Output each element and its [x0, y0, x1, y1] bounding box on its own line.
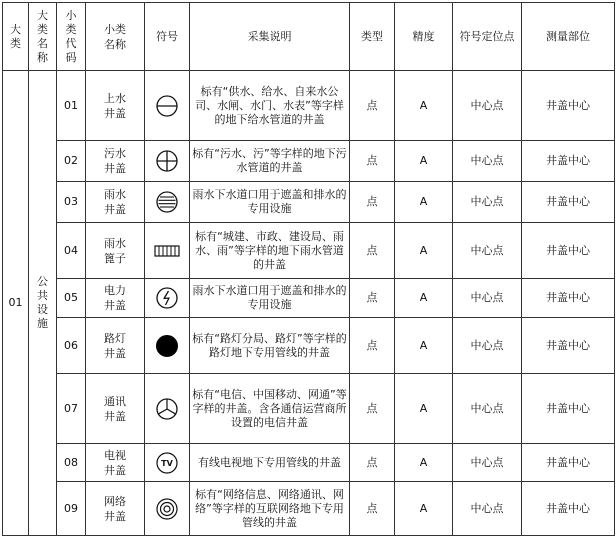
row-name: 雨水井盖 — [86, 182, 145, 223]
symbol-cell — [145, 374, 190, 444]
row-measure: 井盖中心 — [522, 318, 615, 374]
row-desc: 标有“污水、污”等字样的地下污水管道的井盖 — [190, 141, 350, 182]
sewage-manhole-icon — [155, 149, 179, 173]
row-type: 点 — [350, 182, 395, 223]
table-row — [3, 223, 615, 279]
row-name: 路灯井盖 — [86, 318, 145, 374]
row-desc: 标有“电信、中国移动、网通”等字样的井盖。含各通信运营商所设置的电信井盖 — [190, 374, 350, 444]
water-supply-manhole-icon — [155, 94, 179, 118]
table-row — [3, 374, 615, 444]
row-measure: 井盖中心 — [522, 182, 615, 223]
header-desc: 采集说明 — [190, 3, 350, 71]
row-code: 04 — [57, 223, 86, 279]
row-type: 点 — [350, 444, 395, 482]
rain-grate-icon — [154, 244, 180, 258]
row-desc: 雨水下水道口用于遮盖和排水的专用设施 — [190, 279, 350, 318]
row-measure: 井盖中心 — [522, 279, 615, 318]
symbol-cell — [145, 141, 190, 182]
row-anchor: 中心点 — [453, 223, 522, 279]
row-type: 点 — [350, 71, 395, 141]
row-code: 06 — [57, 318, 86, 374]
header-type: 类型 — [350, 3, 395, 71]
symbol-cell — [145, 318, 190, 374]
row-name: 上水井盖 — [86, 71, 145, 141]
row-type: 点 — [350, 279, 395, 318]
facility-table — [2, 2, 615, 536]
row-anchor: 中心点 — [453, 71, 522, 141]
row-name: 通讯井盖 — [86, 374, 145, 444]
symbol-cell — [145, 279, 190, 318]
row-desc: 标有“路灯分局、路灯”等字样的路灯地下专用管线的井盖 — [190, 318, 350, 374]
header-anchor: 符号定位点 — [453, 3, 522, 71]
header-row — [3, 3, 615, 71]
streetlight-manhole-icon — [155, 334, 179, 358]
network-manhole-icon — [155, 497, 179, 521]
group-name: 公共设施 — [29, 71, 57, 536]
row-name: 电力井盖 — [86, 279, 145, 318]
row-type: 点 — [350, 223, 395, 279]
table-row — [3, 318, 615, 374]
tv-manhole-icon — [155, 451, 179, 475]
row-code: 01 — [57, 71, 86, 141]
header-symbol: 符号 — [145, 3, 190, 71]
header-dalei: 大类 — [3, 3, 29, 71]
row-precision: A — [395, 182, 453, 223]
row-anchor: 中心点 — [453, 141, 522, 182]
row-name: 电视井盖 — [86, 444, 145, 482]
row-type: 点 — [350, 482, 395, 536]
row-code: 08 — [57, 444, 86, 482]
telecom-manhole-icon — [155, 397, 179, 421]
row-code: 07 — [57, 374, 86, 444]
row-precision: A — [395, 71, 453, 141]
table-row — [3, 279, 615, 318]
row-precision: A — [395, 444, 453, 482]
table-row — [3, 71, 615, 141]
table-row — [3, 444, 615, 482]
row-code: 02 — [57, 141, 86, 182]
row-measure: 井盖中心 — [522, 374, 615, 444]
row-measure: 井盖中心 — [522, 71, 615, 141]
row-code: 09 — [57, 482, 86, 536]
row-precision: A — [395, 482, 453, 536]
table-row — [3, 482, 615, 536]
row-precision: A — [395, 374, 453, 444]
group-code: 01 — [3, 71, 29, 536]
row-measure: 井盖中心 — [522, 482, 615, 536]
row-desc: 雨水下水道口用于遮盖和排水的专用设施 — [190, 182, 350, 223]
row-anchor: 中心点 — [453, 279, 522, 318]
table-row — [3, 141, 615, 182]
table-row — [3, 182, 615, 223]
tv-icon-label: TV — [161, 458, 173, 468]
row-anchor: 中心点 — [453, 182, 522, 223]
row-measure: 井盖中心 — [522, 444, 615, 482]
row-desc: 标有“供水、给水、自来水公司、水闸、水门、水表”等字样的地下给水管道的井盖 — [190, 71, 350, 141]
header-precision: 精度 — [395, 3, 453, 71]
row-desc: 标有“网络信息、网络通讯、网络”等字样的互联网络地下专用管线的井盖 — [190, 482, 350, 536]
row-code: 05 — [57, 279, 86, 318]
row-type: 点 — [350, 141, 395, 182]
row-type: 点 — [350, 374, 395, 444]
row-type: 点 — [350, 318, 395, 374]
header-measure: 测量部位 — [522, 3, 615, 71]
row-precision: A — [395, 141, 453, 182]
row-anchor: 中心点 — [453, 482, 522, 536]
row-precision: A — [395, 223, 453, 279]
row-anchor: 中心点 — [453, 374, 522, 444]
header-xiaolei-name: 小类名称 — [86, 3, 145, 71]
row-name: 雨水篦子 — [86, 223, 145, 279]
symbol-cell — [145, 223, 190, 279]
symbol-cell — [145, 182, 190, 223]
row-anchor: 中心点 — [453, 444, 522, 482]
row-name: 污水井盖 — [86, 141, 145, 182]
symbol-cell — [145, 482, 190, 536]
row-code: 03 — [57, 182, 86, 223]
header-dalei-name: 大类名称 — [29, 3, 57, 71]
row-measure: 井盖中心 — [522, 223, 615, 279]
power-manhole-icon — [155, 286, 179, 310]
row-desc: 标有“城建、市政、建设局、雨水、雨”等字样的地下雨水管道的井盖 — [190, 223, 350, 279]
header-xiaolei-code: 小类代码 — [57, 3, 86, 71]
rainwater-manhole-icon — [155, 190, 179, 214]
row-desc: 有线电视地下专用管线的井盖 — [190, 444, 350, 482]
symbol-cell — [145, 444, 190, 482]
row-name: 网络井盖 — [86, 482, 145, 536]
symbol-cell — [145, 71, 190, 141]
row-measure: 井盖中心 — [522, 141, 615, 182]
row-precision: A — [395, 318, 453, 374]
row-precision: A — [395, 279, 453, 318]
row-anchor: 中心点 — [453, 318, 522, 374]
